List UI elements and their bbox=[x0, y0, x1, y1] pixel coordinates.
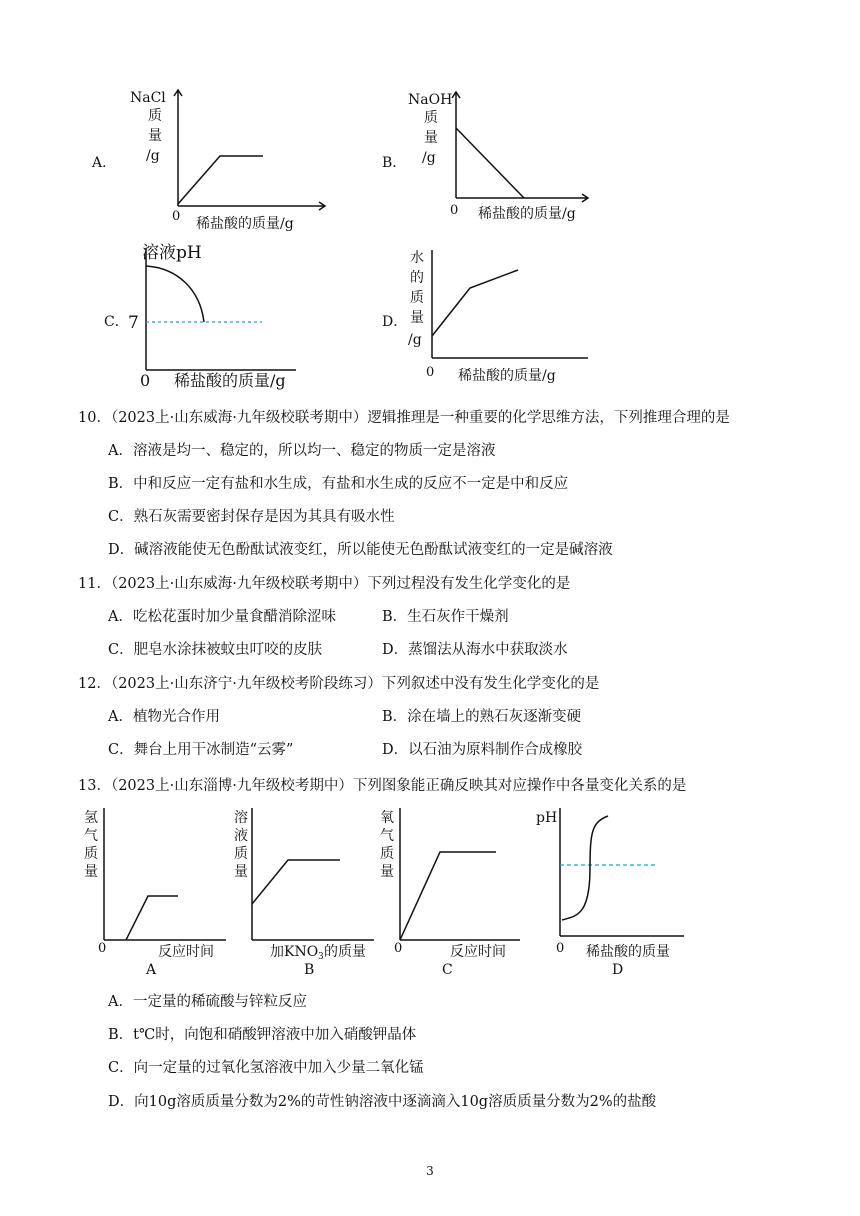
svg-text:质: 质 bbox=[84, 846, 98, 862]
graph-13d-caption: D bbox=[612, 962, 624, 978]
graph-9b bbox=[406, 86, 616, 226]
svg-text:溶液pH: 溶液pH bbox=[142, 243, 202, 263]
q13-option-a: A．一定量的稀硫酸与锌粒反应 bbox=[108, 994, 307, 1010]
question-12-stem: 12．（2023上·山东济宁·九年级校考阶段练习）下列叙述中没有发生化学变化的是 bbox=[78, 676, 600, 692]
page-number: 3 bbox=[426, 1164, 434, 1178]
svg-text:质: 质 bbox=[234, 846, 248, 862]
svg-text:0: 0 bbox=[140, 371, 151, 390]
svg-text:溶: 溶 bbox=[234, 810, 248, 826]
graph-9c bbox=[126, 238, 326, 388]
q13-option-b: B．t℃时，向饱和硝酸钾溶液中加入硝酸钾晶体 bbox=[108, 1027, 417, 1043]
svg-text:稀盐酸的质量/g: 稀盐酸的质量/g bbox=[478, 206, 576, 222]
svg-text:量: 量 bbox=[148, 128, 162, 144]
svg-text:0: 0 bbox=[172, 209, 181, 224]
q11-option-a: A．吃松花蛋时加少量食醋消除涩味 bbox=[108, 609, 336, 625]
option-c-label: C． bbox=[104, 314, 129, 330]
svg-text:0: 0 bbox=[426, 365, 435, 380]
svg-text:/g: /g bbox=[408, 332, 422, 348]
q12-option-b: B．涂在墙上的熟石灰逐渐变硬 bbox=[382, 709, 582, 725]
graph-9d bbox=[402, 246, 592, 386]
graph-13a-caption: A bbox=[146, 962, 157, 978]
svg-text:0: 0 bbox=[556, 941, 565, 956]
svg-text:量: 量 bbox=[380, 864, 394, 880]
svg-text:3: 3 bbox=[318, 952, 324, 962]
svg-text:0: 0 bbox=[394, 941, 403, 956]
svg-text:气: 气 bbox=[84, 828, 98, 844]
graph-line bbox=[432, 270, 518, 336]
question-11-stem: 11．（2023上·山东威海·九年级校联考期中）下列过程没有发生化学变化的是 bbox=[78, 576, 571, 592]
graph-line bbox=[562, 816, 608, 920]
svg-text:NaOH: NaOH bbox=[408, 92, 453, 108]
svg-text:稀盐酸的质量/g: 稀盐酸的质量/g bbox=[458, 368, 556, 384]
q11-option-d: D．蒸馏法从海水中获取淡水 bbox=[382, 642, 568, 658]
svg-text:/g: /g bbox=[422, 150, 436, 166]
graph-13d bbox=[534, 804, 690, 960]
question-13-stem: 13．（2023上·山东淄博·九年级校考期中）下列图象能正确反映其对应操作中各量变化关系的是 bbox=[78, 778, 687, 794]
q10-option-b: B．中和反应一定有盐和水生成，有盐和水生成的反应不一定是中和反应 bbox=[108, 476, 569, 492]
graph-13c bbox=[380, 804, 530, 960]
svg-text:氧: 氧 bbox=[380, 810, 394, 826]
svg-text:pH: pH bbox=[536, 810, 558, 826]
q10-option-a: A．溶液是均一、稳定的，所以均一、稳定的物质一定是溶液 bbox=[108, 443, 496, 459]
svg-text:质: 质 bbox=[380, 846, 394, 862]
svg-text:水: 水 bbox=[410, 250, 424, 266]
q12-option-d: D．以石油为原料制作合成橡胶 bbox=[382, 742, 583, 758]
q11-option-b: B．生石灰作干燥剂 bbox=[382, 609, 509, 625]
svg-text:7: 7 bbox=[128, 313, 139, 333]
svg-text:量: 量 bbox=[424, 130, 438, 146]
graph-9a bbox=[120, 86, 330, 236]
svg-text:反应时间: 反应时间 bbox=[450, 944, 506, 960]
q10-option-d: D．碱溶液能使无色酚酞试液变红，所以能使无色酚酞试液变红的一定是碱溶液 bbox=[108, 542, 613, 558]
graph-line bbox=[146, 266, 204, 322]
svg-text:0: 0 bbox=[98, 941, 107, 956]
svg-text:液: 液 bbox=[234, 828, 248, 844]
graph-line bbox=[400, 852, 496, 940]
svg-text:质: 质 bbox=[424, 110, 438, 126]
svg-text:量: 量 bbox=[234, 864, 248, 880]
svg-text:质: 质 bbox=[410, 290, 424, 306]
svg-text:0: 0 bbox=[450, 203, 459, 218]
graph-13a bbox=[80, 804, 230, 960]
svg-text:/g: /g bbox=[146, 148, 160, 164]
y-axis-label: NaCl bbox=[130, 90, 166, 106]
q13-option-c: C．向一定量的过氧化氢溶液中加入少量二氧化锰 bbox=[108, 1060, 424, 1076]
svg-text:质: 质 bbox=[148, 108, 162, 124]
svg-text:稀盐酸的质量/g: 稀盐酸的质量/g bbox=[174, 371, 286, 390]
svg-text:加KNO: 加KNO bbox=[270, 944, 319, 960]
x-axis-label: 稀盐酸的质量/g bbox=[196, 216, 294, 232]
graph-line bbox=[252, 860, 340, 904]
graph-13b bbox=[230, 804, 380, 962]
graph-13c-caption: C bbox=[442, 962, 453, 978]
q12-option-c: C．舞台上用干冰制造“云雾” bbox=[108, 742, 294, 758]
option-a-label: A． bbox=[92, 155, 117, 171]
svg-text:的质量: 的质量 bbox=[324, 944, 366, 960]
svg-text:稀盐酸的质量: 稀盐酸的质量 bbox=[586, 944, 670, 960]
svg-text:量: 量 bbox=[410, 310, 424, 326]
svg-text:气: 气 bbox=[380, 828, 394, 844]
q11-option-c: C．肥皂水涂抹被蚊虫叮咬的皮肤 bbox=[108, 642, 323, 658]
graph-13b-caption: B bbox=[304, 962, 315, 978]
q10-option-c: C．熟石灰需要密封保存是因为其具有吸水性 bbox=[108, 509, 395, 525]
svg-text:氢: 氢 bbox=[84, 810, 98, 826]
svg-text:量: 量 bbox=[84, 864, 98, 880]
q13-option-d: D．向10g溶质质量分数为2%的苛性钠溶液中逐滴滴入10g溶质质量分数为2%的盐酸 bbox=[108, 1094, 657, 1110]
svg-text:反应时间: 反应时间 bbox=[158, 944, 214, 960]
option-b-label: B． bbox=[382, 155, 407, 171]
svg-text:的: 的 bbox=[410, 270, 424, 286]
question-10-stem: 10．（2023上·山东威海·九年级校联考期中）逻辑推理是一种重要的化学思维方法，下列推理合理的是 bbox=[78, 410, 730, 426]
graph-line bbox=[456, 128, 524, 198]
option-d-label: D． bbox=[382, 314, 408, 330]
graph-line bbox=[178, 156, 263, 204]
q12-option-a: A．植物光合作用 bbox=[108, 709, 220, 725]
graph-line bbox=[126, 896, 178, 940]
